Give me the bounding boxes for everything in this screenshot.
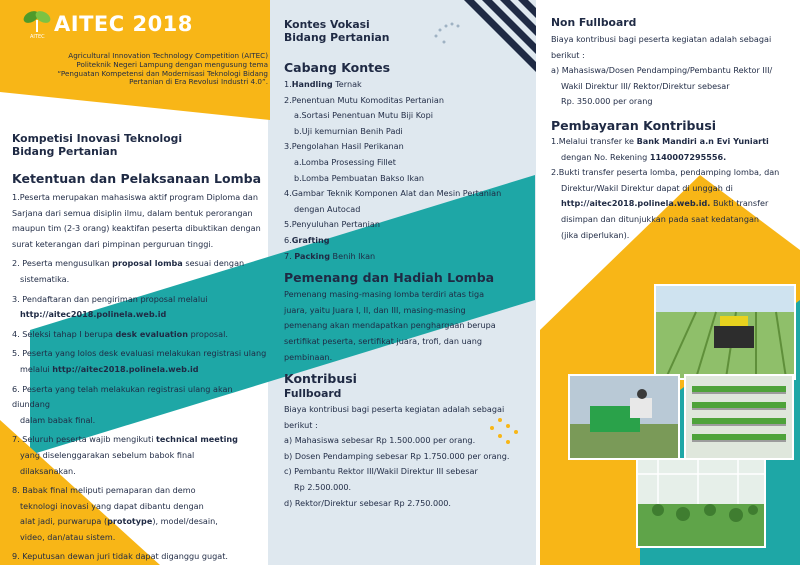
fee-item-line: Rp. 350.000 per orang — [561, 96, 653, 107]
branch-subitem: a.Lomba Prosessing Fillet — [294, 156, 396, 167]
payment-step-2-line: (jika diperlukan). — [561, 229, 630, 240]
section-title-line2: Bidang Pertanian — [12, 145, 118, 158]
event-description: Agricultural Innovation Technology Competition (AITEC) Politeknik Negeri Lampung dengan mengusung tema “Penguatan Kompetensi dan Modernisasi Teknologi Bidang Pertanian di Era Revolusi Industri 4.0”. — [57, 51, 268, 87]
section-title-line1: Kompetisi Inovasi Teknologi — [12, 132, 183, 145]
branch-item: 4.Gambar Teknik Komponen Alat dan Mesin Pertanian — [284, 188, 502, 199]
photo-rice-transplanter — [568, 374, 680, 460]
rule-2: 2. Peserta mengusulkan proposal lomba sesuai dengan — [12, 258, 245, 269]
branch-subitem: a.Sortasi Penentuan Mutu Biji Kopi — [294, 110, 434, 121]
branch-subitem: b.Uji kemurnian Benih Padi — [294, 125, 403, 136]
fee-item-line: Wakil Direktur III/ Rektor/Direktur sebesar — [561, 80, 730, 91]
fee-item: c) Pembantu Rektor III/Wakil Direktur III sebesar — [284, 466, 478, 477]
fee-item: b) Dosen Pendamping sebesar Rp 1.750.000 per orang. — [284, 450, 510, 461]
rules-list — [12, 190, 270, 565]
payment-step-2-line: disimpan dan ditunjukkan pada saat kedatangan — [561, 213, 760, 224]
branch-item: 6.Grafting — [284, 234, 330, 245]
branch-item: 5.Penyuluhan Pertanian — [284, 219, 381, 230]
rule-2-line: sistematika. — [20, 273, 70, 284]
registration-link[interactable]: http://aitec2018.polinela.web.id — [20, 309, 167, 320]
branch-item: 2.Penentuan Mutu Komoditas Pertanian — [284, 94, 444, 105]
branch-item: 7. Packing Benih Ikan — [284, 250, 376, 261]
photo-field-robot — [654, 284, 796, 380]
fee-item: a) Mahasiswa sebesar Rp 1.500.000 per orang. — [284, 435, 476, 446]
rule-6: 6. Peserta yang telah melakukan registrasi ulang akan diundang — [12, 383, 233, 410]
rule-5: 5. Peserta yang lolos desk evaluasi melakukan registrasi ulang — [12, 348, 267, 359]
payment-step-1: 1.Melalui transfer ke Bank Mandiri a.n Evi Yuniarti — [551, 135, 769, 146]
fee-item-line: Rp 2.500.000. — [294, 482, 352, 493]
rule-8-line: teknologi inovasi yang dapat dibantu dengan — [20, 500, 204, 511]
column-vocational-contest — [284, 18, 534, 511]
branch-heading: Cabang Kontes — [284, 60, 391, 75]
payment-step-2: 2.Bukti transfer peserta lomba, pendamping lomba, dan — [551, 167, 780, 178]
branch-item: 3.Pengolahan Hasil Perikanan — [284, 141, 404, 152]
photo-greenhouse — [636, 458, 766, 548]
winners-text: Pemenang masing-masing lomba terdiri atas tiga juara, yaitu Juara I, II, dan III, masing-masing pemenang akan mendapatkan penghargaan berupa sertifikat peserta, sertifikat juara, trofi, dan uang pembinaan. — [284, 289, 496, 362]
payment-heading: Pembayaran Kontribusi — [551, 117, 717, 133]
branch-item-line: dengan Autocad — [294, 203, 361, 214]
rule-7-line: dilaksanakan. — [20, 465, 76, 476]
contest-title-line2: Bidang Pertanian — [284, 31, 390, 44]
reregistration-link[interactable]: http://aitec2018.polinela.web.id — [52, 363, 199, 374]
winners-heading: Pemenang dan Hadiah Lomba — [284, 270, 495, 286]
fee-item: a) Mahasiswa/Dosen Pendamping/Pembantu Rektor III/ — [551, 65, 773, 76]
column-payment-info: Non Fullboard Biaya kontribusi bagi peserta kegiatan adalah sebagai berikut : a) Mahasiswa/Dosen Pendamping/Pembantu Rektor III/ Wakil Direktur III/ Rektor/Direktur sebesar Rp. 350.000 per orang Pembayaran Kontribusi 1.Melalui transfer ke Bank Mandiri a.n Evi Yuniarti dengan No. Rekening 1140007295556. 2.Bukti transfer peserta lomba, pendamping lomba, dan Direktur/Wakil Direktur dapat di unggah di http://aitec2018.polinela.web.id. Bukti transfer disimpan dan ditunjukkan pada saat kedatangan (jika diperlukan). — [551, 16, 797, 243]
rule-8-line: alat jadi, purwarupa (prototype), model/desain, — [20, 516, 218, 527]
rule-7-line: yang diselenggarakan sebelum babok final — [20, 449, 195, 460]
branch-subitem: b.Lomba Pembuatan Bakso Ikan — [294, 172, 425, 183]
logo-caption: AITEC — [30, 34, 45, 40]
branch-item: 1.Handling Ternak — [284, 79, 362, 89]
fullboard-heading: Fullboard — [284, 387, 342, 401]
column-competition-rules — [12, 132, 270, 565]
photo-hydroponic — [684, 374, 794, 460]
rule-1-line: Sarjana dari semua disiplin ilmu, dalam bentuk perorangan — [12, 207, 253, 218]
fullboard-list: Biaya kontribusi bagi peserta kegiatan adalah sebagai berikut : a) Mahasiswa sebesar Rp 1.500.000 per orang. b) Dosen Pendamping sebesar Rp 1.750.000 per orang. c) Pembantu Rektor III/Wakil Direktur III sebesar Rp 2.500.000. d) Rektor/Direktur sebesar Rp 2.750.000. — [284, 402, 534, 511]
contribution-heading: Kontribusi — [284, 371, 357, 387]
rule-8-line: video, dan/atau sistem. — [20, 531, 116, 542]
branch-list — [284, 77, 534, 264]
rule-4: 4. Seleksi tahap I berupa desk evaluation proposal. — [12, 328, 228, 339]
rule-7: 7. Seluruh peserta wajib mengikuti technical meeting — [12, 434, 238, 445]
rules-heading: Ketentuan dan Pelaksanaan Lomba — [12, 171, 262, 186]
rule-1-line: maupun tim (2-3 orang) keaktifan peserta dibuktikan dengan — [12, 223, 261, 234]
rule-5-line: melalui http://aitec2018.polinela.web.id — [20, 363, 199, 374]
contest-title-line1: Kontes Vokasi — [284, 18, 370, 31]
rule-8: 8. Babak final meliputi pemaparan dan demo — [12, 485, 196, 496]
non-fullboard-heading: Non Fullboard — [551, 16, 637, 29]
rule-3: 3. Pendaftaran dan pengiriman proposal melalui — [12, 293, 208, 304]
rule-1-line: 1.Peserta merupakan mahasiswa aktif program Diploma dan — [12, 192, 258, 202]
payment-step-1-line: dengan No. Rekening 1140007295556. — [561, 151, 727, 162]
rule-1-line: surat keterangan dari pimpinan perguruan tinggi. — [12, 238, 214, 249]
rule-6-line: dalam babak final. — [20, 414, 96, 425]
payment-step-2-line: Direktur/Wakil Direktur dapat di unggah di — [561, 182, 733, 193]
fee-item: d) Rektor/Direktur sebesar Rp 2.750.000. — [284, 497, 451, 508]
upload-link[interactable]: http://aitec2018.polinela.web.id. — [561, 198, 711, 209]
payment-step-2-line: http://aitec2018.polinela.web.id. Bukti transfer — [561, 198, 769, 209]
rule-9: 9. Keputusan dewan juri tidak dapat diganggu gugat. — [12, 551, 228, 562]
event-title: AITEC 2018 — [54, 12, 193, 36]
